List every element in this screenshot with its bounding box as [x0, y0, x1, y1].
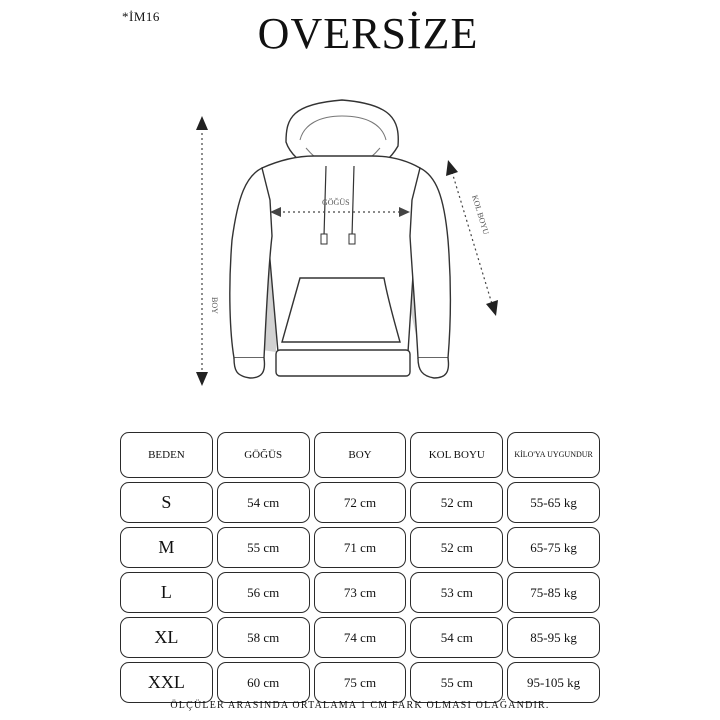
length-label: BOY — [210, 297, 219, 314]
length-cell: 74 cm — [314, 617, 407, 658]
chest-cell: 60 cm — [217, 662, 310, 703]
product-code: *İM16 — [122, 9, 160, 24]
length-cell: 72 cm — [314, 482, 407, 523]
length-cell: 73 cm — [314, 572, 407, 613]
header-gogus: GÖĞÜS — [217, 432, 310, 478]
sleeve-cell: 52 cm — [410, 527, 503, 568]
chest-cell: 55 cm — [217, 527, 310, 568]
weight-cell: 75-85 kg — [507, 572, 600, 613]
hoodie-left-sleeve — [230, 168, 272, 358]
hoodie-right-sleeve — [410, 168, 450, 358]
size-cell: M — [120, 527, 213, 568]
page-title: OVERSİZE — [257, 9, 479, 58]
sleeve-cell: 53 cm — [410, 572, 503, 613]
chest-cell: 58 cm — [217, 617, 310, 658]
sleeve-cell: 55 cm — [410, 662, 503, 703]
size-cell: XXL — [120, 662, 213, 703]
hoodie-pocket — [282, 278, 400, 342]
sleeve-cell: 54 cm — [410, 617, 503, 658]
weight-cell: 65-75 kg — [507, 527, 600, 568]
chest-label: GÖĞÜS — [322, 198, 350, 207]
sleeve-arrow — [446, 160, 498, 316]
sleeve-cell: 52 cm — [410, 482, 503, 523]
length-arrow — [196, 116, 208, 386]
sleeve-label: KOL BOYU — [470, 193, 491, 236]
footnote: ÖLÇÜLER ARASINDA ORTALAMA 1 CM FARK OLMASI OLAĞANDIR. — [170, 700, 550, 711]
weight-cell: 95-105 kg — [507, 662, 600, 703]
table-row — [120, 572, 600, 613]
length-cell: 71 cm — [314, 527, 407, 568]
length-cell: 75 cm — [314, 662, 407, 703]
size-cell: L — [120, 572, 213, 613]
header-beden: BEDEN — [120, 432, 213, 478]
hoodie-waistband — [276, 350, 410, 376]
chest-cell: 56 cm — [217, 572, 310, 613]
size-cell: S — [120, 482, 213, 523]
table-row — [120, 527, 600, 568]
header-kilo: KİLO'YA UYGUNDUR — [507, 432, 600, 478]
chest-cell: 54 cm — [217, 482, 310, 523]
table-header-row — [120, 432, 600, 478]
weight-cell: 85-95 kg — [507, 617, 600, 658]
header-boy: BOY — [314, 432, 407, 478]
table-row — [120, 617, 600, 658]
header-kol-boyu: KOL BOYU — [410, 432, 503, 478]
table-row — [120, 662, 600, 703]
table-row — [120, 482, 600, 523]
size-table — [116, 428, 604, 707]
weight-cell: 55-65 kg — [507, 482, 600, 523]
size-cell: XL — [120, 617, 213, 658]
